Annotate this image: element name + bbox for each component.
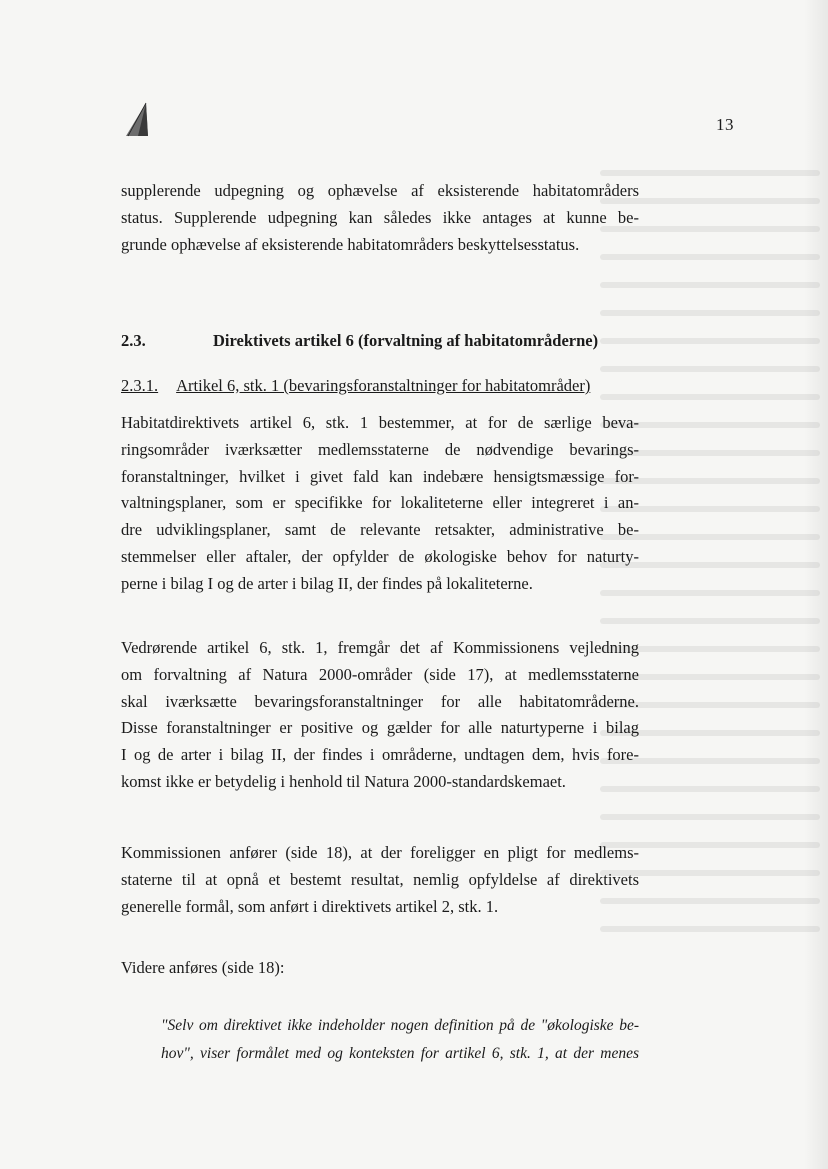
section-number: 2.3. [121,331,146,350]
text-line: foranstaltninger, hvilket i givet fald kan indebære hensigtsmæssige for- [121,466,639,486]
text-line: generelle formål, som anført i direktivets artikel 2, stk. 1. [121,896,499,916]
text-line: stemmelser eller aftaler, der opfylder de økologiske behov for naturty- [121,546,639,566]
text-line: status. Supplerende udpegning kan således ikke antages at kunne be- [121,207,639,227]
text-line: om forvaltning af Natura 2000-områder (side 17), at medlemsstaterne [121,664,639,684]
subsection-number: 2.3.1. [121,376,159,395]
paragraph-2 [121,410,639,598]
block-quote [161,1012,639,1068]
text-line: Habitatdirektivets artikel 6, stk. 1 bestemmer, at for de særlige beva- [121,413,639,432]
section-title: Direktivets artikel 6 (forvaltning af habitatområderne) [213,331,599,350]
text-line: dre udviklingsplaner, samt de relevante retsakter, administrative be- [121,520,639,540]
text-line: valtningsplaner, som er specifikke for lokaliteterne eller integreret i an- [121,493,639,513]
text-line: Videre anføres (side 18): [121,958,285,977]
quote-line: hov", viser formålet med og konteksten for artikel 6, stk. 1, at der menes [161,1045,639,1062]
paragraph-5 [121,955,639,982]
page-number: 13 [716,115,734,134]
text-line: komst ikke er betydelig i henhold til Natura 2000-standardskemaet. [121,771,566,791]
show-through-artifact [600,170,820,1070]
text-line: Disse foranstaltninger er positive og gælder for alle naturtyperne i bilag [121,718,639,738]
quote-line: "Selv om direktivet ikke indeholder nogen definition på de "økologiske be- [161,1017,639,1034]
subsection-heading [121,376,590,396]
subsection-title: Artikel 6, stk. 1 (bevaringsforanstaltninger for habitatområder) [176,376,591,395]
paragraph-3 [121,635,639,796]
text-line: skal iværksætte bevaringsforanstaltninger for alle habitatområderne. [121,691,639,711]
text-line: grunde ophævelse af eksisterende habitatområders beskyttelsesstatus. [121,234,580,254]
text-line: supplerende udpegning og ophævelse af eksisterende habitatområders [121,181,639,200]
text-line: I og de arter i bilag II, der findes i områderne, undtagen dem, hvis fore- [121,745,639,765]
text-line: Kommissionen anfører (side 18), at der foreligger en pligt for medlems- [121,843,639,862]
text-line: Vedrørende artikel 6, stk. 1, fremgår det af Kommissionens vejledning [121,638,639,657]
triangle-logo-icon [124,102,150,138]
text-line: staterne til at opnå et bestemt resultat, nemlig opfyldelse af direktivets [121,869,639,889]
paragraph-1 [121,178,639,258]
text-line: ringsområder iværksætter medlemsstaterne de nødvendige bevarings- [121,439,639,459]
paragraph-4 [121,840,639,920]
text-line: perne i bilag I og de arter i bilag II, der findes på lokaliteterne. [121,573,533,593]
